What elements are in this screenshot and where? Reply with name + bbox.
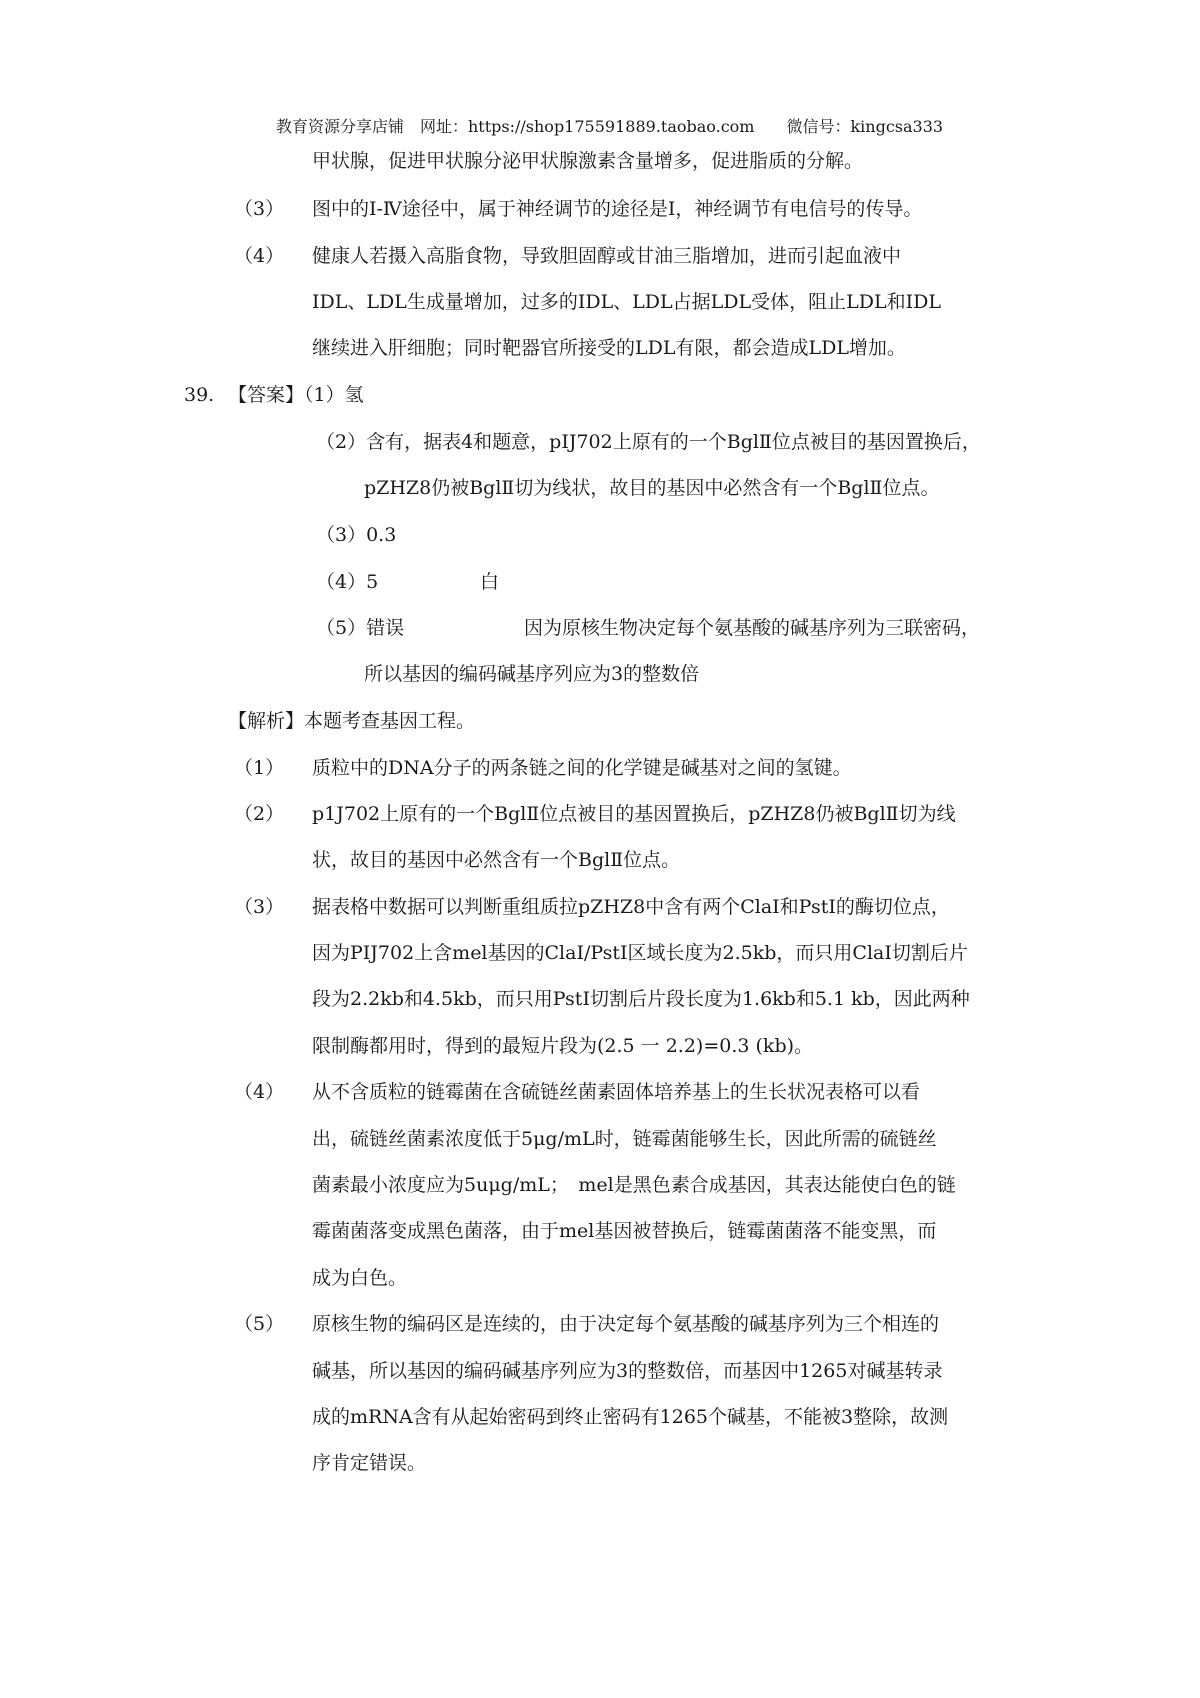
item-number: （1） — [234, 757, 285, 779]
text-line: 图中的Ⅰ-Ⅳ途径中，属于神经调节的途径是Ⅰ，神经调节有电信号的传导。 — [312, 198, 923, 220]
text-line: 出，硫链丝菌素浓度低于5μg/mL时，链霉菌能够生长，因此所需的硫链丝 — [312, 1128, 937, 1150]
answer-line: 所以基因的编码碱基序列应为3的整数倍 — [364, 663, 700, 685]
answer-line: （4）5 — [316, 571, 379, 593]
answer-line: （3）0.3 — [316, 524, 397, 546]
text-line: 碱基，所以基因的编码碱基序列应为3的整数倍，而基因中1265对碱基转录 — [312, 1360, 943, 1382]
answer-line: 因为原核生物决定每个氨基酸的碱基序列为三联密码， — [524, 617, 981, 639]
answer-label: 【答案】（1）氢 — [228, 384, 364, 406]
answer-line: （2）含有，据表4和题意，pIJ702上原有的一个BglⅡ位点被目的基因置换后， — [316, 431, 981, 453]
text-line: 成的mRNA含有从起始密码到终止密码有1265个碱基，不能被3整除，故测 — [312, 1406, 949, 1428]
text-line: 状，故目的基因中必然含有一个BglⅡ位点。 — [312, 849, 681, 871]
answer-line: pZHZ8仍被BglⅡ切为线状，故目的基因中必然含有一个BglⅡ位点。 — [364, 477, 940, 499]
text-line: 继续进入肝细胞；同时靶器官所接受的LDL有限，都会造成LDL增加。 — [312, 337, 906, 359]
text-line: 因为PIJ702上含mel基因的ClaI/PstI区域长度为2.5kb，而只用ClaI切割后片 — [312, 942, 968, 964]
item-number: （4） — [234, 1081, 285, 1103]
text-line: 菌素最小浓度应为5uμg/mL； mel是黑色素合成基因，其表达能使白色的链 — [312, 1174, 956, 1196]
text-line: 据表格中数据可以判断重组质拉pZHZ8中含有两个ClaI和PstI的酶切位点， — [312, 896, 950, 918]
text-line: p1J702上原有的一个BglⅡ位点被目的基因置换后，pZHZ8仍被BglⅡ切为线 — [312, 803, 956, 825]
item-number: （3） — [234, 896, 285, 918]
item-number: （5） — [234, 1313, 285, 1335]
question-number: 39. — [184, 384, 215, 406]
item-number: （3） — [234, 198, 285, 220]
text-line: 霉菌菌落变成黑色菌落，由于mel基因被替换后，链霉菌菌落不能变黑，而 — [312, 1220, 937, 1242]
text-line: 原核生物的编码区是连续的，由于决定每个氨基酸的碱基序列为三个相连的 — [312, 1313, 940, 1335]
text-line: 序肯定错误。 — [312, 1452, 427, 1474]
text-line: 限制酶都用时，得到的最短片段为(2.5 一 2.2)=0.3 (kb)。 — [312, 1035, 814, 1057]
answer-line: 白 — [480, 571, 500, 593]
text-line: 质粒中的DNA分子的两条链之间的化学键是碱基对之间的氢键。 — [312, 757, 852, 779]
text-line: IDL、LDL生成量增加，过多的IDL、LDL占据LDL受体，阻止LDL和IDL — [312, 291, 941, 313]
text-line: 从不含质粒的链霉菌在含硫链丝菌素固体培养基上的生长状况表格可以看 — [312, 1081, 921, 1103]
text-line: 健康人若摄入高脂食物，导致胆固醇或甘油三脂增加，进而引起血液中 — [312, 245, 902, 267]
item-number: （2） — [234, 803, 285, 825]
page-header: 教育资源分享店铺 网址：https://shop175591889.taobao.com 微信号：kingcsa333 — [276, 117, 944, 136]
answer-line: （5）错误 — [316, 617, 405, 639]
item-number: （4） — [234, 245, 285, 267]
text-line: 甲状腺，促进甲状腺分泌甲状腺激素含量增多，促进脂质的分解。 — [312, 150, 864, 172]
analysis-label: 【解析】本题考查基因工程。 — [228, 710, 476, 732]
text-line: 段为2.2kb和4.5kb，而只用PstI切割后片段长度为1.6kb和5.1 kb，因此两种 — [312, 988, 970, 1010]
text-line: 成为白色。 — [312, 1267, 408, 1289]
